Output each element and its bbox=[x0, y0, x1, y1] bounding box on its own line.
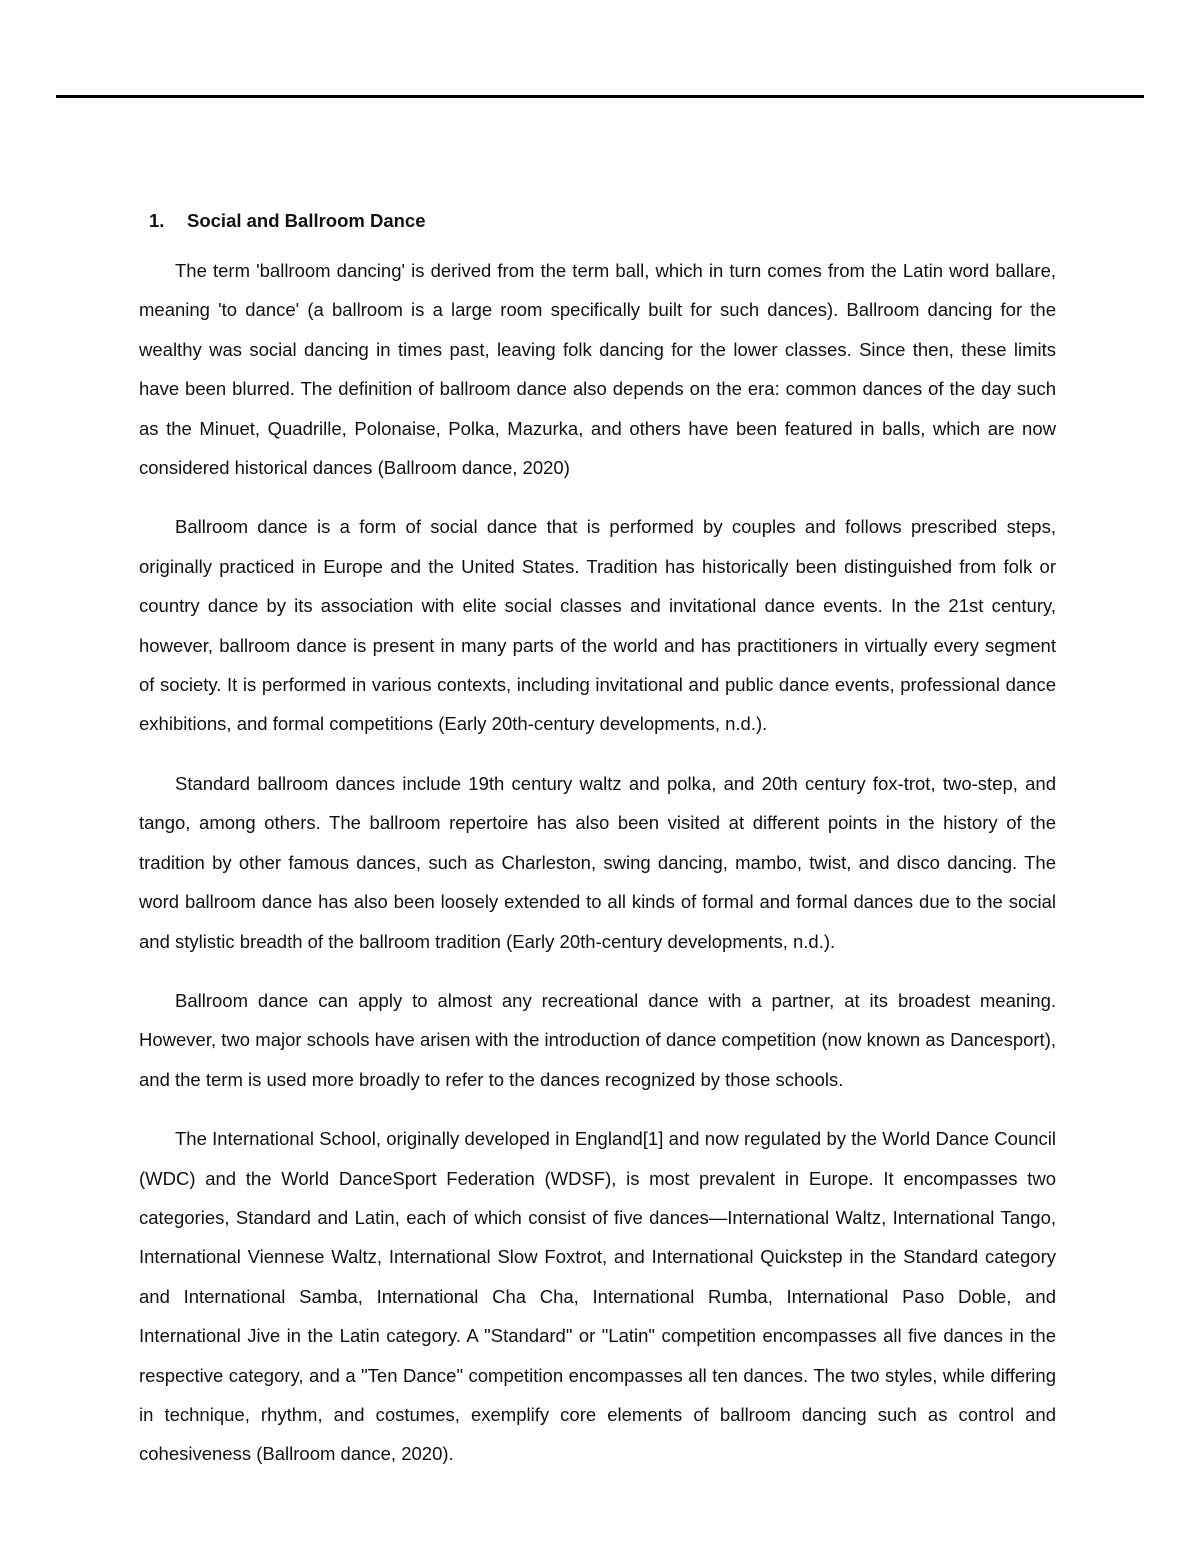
paragraph-4: Ballroom dance can apply to almost any recreational dance with a partner, at its broadest meaning. However, two major schools have arisen with the introduction of dance competition (now known as Dancesport), and the term is used more broadly to refer to the dances recognized by those schools. bbox=[139, 989, 1056, 1090]
header-rule bbox=[56, 95, 1144, 98]
section-number: 1. bbox=[149, 210, 165, 231]
paragraph-1: The term 'ballroom dancing' is derived from the term ball, which in turn comes from the Latin word ballare, meaning 'to dance' (a ballroom is a large room specifically built for such dances). Ballroom dancing for the wealthy was social dancing in times past, leaving folk dancing for the lower classes. Since then, these limits have been blurred. The definition of ballroom dance also depends on the era: common dances of the day such as the Minuet, Quadrille, Polonaise, Polka, Mazurka, and others have been featured in balls, which are now considered historical dances (Ballroom dance, 2020) bbox=[139, 260, 1056, 479]
paragraph-5: The International School, originally developed in England[1] and now regulated by the World Dance Council (WDC) and the World DanceSport Federation (WDSF), is most prevalent in Europe. It encompasses two categories, Standard and Latin, each of which consist of five dances—International Waltz, International Tango, International Viennese Waltz, International Slow Foxtrot, and International Quickstep in the Standard category and International Samba, International Cha Cha, International Rumba, International Paso Doble, and International Jive in the Latin category. A "Standard" or "Latin" competition encompasses all five dances in the respective category, and a "Ten Dance" competition encompasses all ten dances. The two styles, while differing in technique, rhythm, and costumes, exemplify core elements of ballroom dancing such as control and cohesiveness (Ballroom dance, 2020). bbox=[139, 1128, 1056, 1465]
paragraph-3: Standard ballroom dances include 19th century waltz and polka, and 20th century fox-trot, two-step, and tango, among others. The ballroom repertoire has also been visited at different points in the history of the tradition by other famous dances, such as Charleston, swing dancing, mambo, twist, and disco dancing. The word ballroom dance has also been loosely extended to all kinds of formal and formal dances due to the social and stylistic breadth of the ballroom tradition (Early 20th-century developments, n.d.). bbox=[139, 772, 1056, 952]
paragraph-2: Ballroom dance is a form of social dance that is performed by couples and follows prescribed steps, originally practiced in Europe and the United States. Tradition has historically been distinguished from folk or country dance by its association with elite social classes and invitational dance events. In the 21st century, however, ballroom dance is present in many parts of the world and has practitioners in virtually every segment of society. It is performed in various contexts, including invitational and public dance events, professional dance exhibitions, and formal competitions (Early 20th-century developments, n.d.). bbox=[139, 516, 1056, 735]
document-body bbox=[139, 206, 1056, 1494]
section-title: Social and Ballroom Dance bbox=[187, 210, 426, 231]
section-heading bbox=[139, 206, 1056, 236]
